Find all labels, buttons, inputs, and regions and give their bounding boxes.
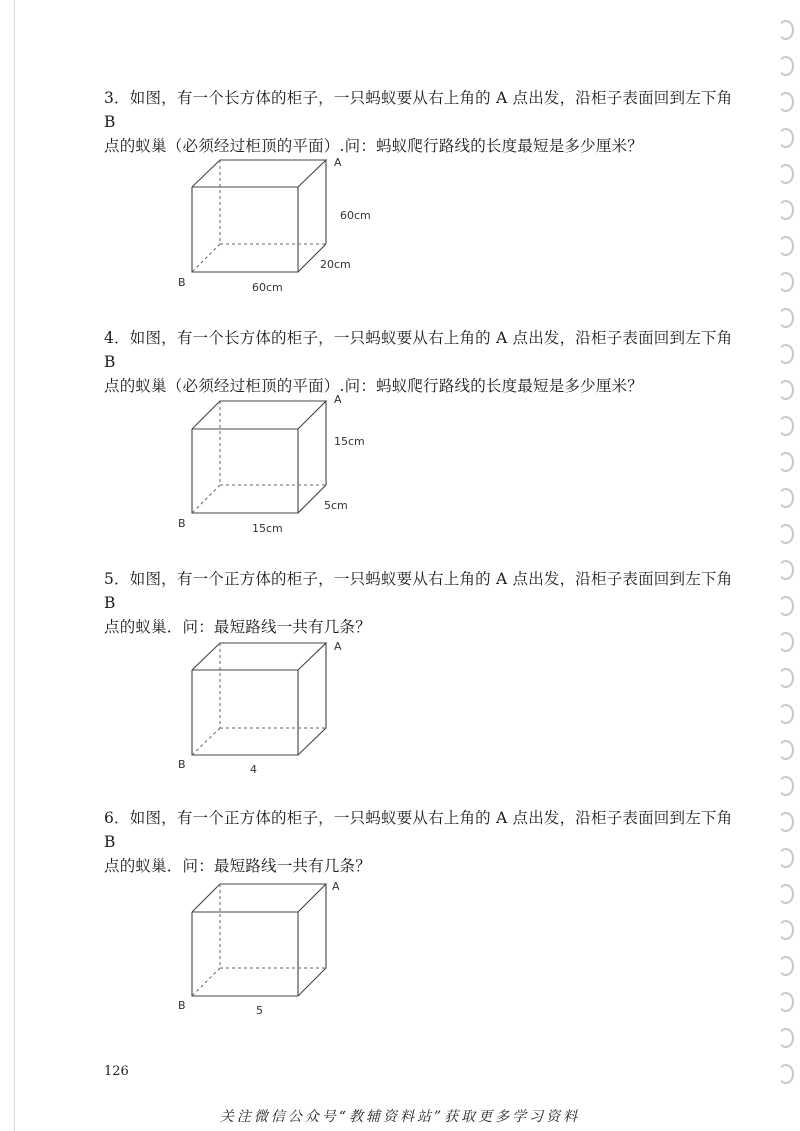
- question-4-line-1: 4．如图，有一个长方体的柜子，一只蚂蚁要从右上角的 A 点出发，沿柜子表面回到左下角 B: [104, 329, 733, 371]
- question-5-line-2: 点的蚁巢．问：最短路线一共有几条？: [104, 618, 371, 636]
- binding-ring: [778, 128, 794, 148]
- binding-ring: [778, 416, 794, 436]
- hidden-depth-edge: [192, 244, 220, 272]
- binding-ring: [778, 524, 794, 544]
- binding-ring: [778, 20, 794, 40]
- question-3-line-1: 3．如图，有一个长方体的柜子，一只蚂蚁要从右上角的 A 点出发，沿柜子表面回到左下角 B: [104, 89, 733, 131]
- vertex-b-label: B: [178, 999, 186, 1012]
- top-face: [192, 884, 326, 912]
- binding-ring: [778, 236, 794, 256]
- binding-ring: [778, 1064, 794, 1084]
- binding-ring: [778, 56, 794, 76]
- binding-ring: [778, 992, 794, 1012]
- binding-ring: [778, 704, 794, 724]
- binding-ring: [778, 668, 794, 688]
- vertex-b-label: B: [178, 517, 186, 530]
- footer-promo-text: 关注微信公众号“教辅资料站”获取更多学习资料: [219, 1109, 581, 1125]
- binding-ring: [778, 884, 794, 904]
- cube-figure-6: [170, 876, 390, 1026]
- question-5: [104, 567, 744, 639]
- page-number: 126: [104, 1064, 129, 1079]
- width-label: 4: [250, 763, 257, 776]
- cuboid-figure-4: [170, 393, 390, 543]
- binding-ring: [778, 344, 794, 364]
- hidden-depth-edge: [192, 728, 220, 755]
- binding-ring: [778, 488, 794, 508]
- depth-label: 5cm: [324, 499, 348, 512]
- question-6-line-2: 点的蚁巢．问：最短路线一共有几条？: [104, 857, 371, 875]
- right-bottom-edge: [298, 728, 326, 755]
- question-3-line-2: 点的蚁巢（必须经过柜顶的平面）.问：蚂蚁爬行路线的长度最短是多少厘米？: [104, 137, 643, 155]
- question-3: [104, 86, 744, 158]
- question-5-line-1: 5．如图，有一个正方体的柜子，一只蚂蚁要从右上角的 A 点出发，沿柜子表面回到左下角 B: [104, 570, 733, 612]
- question-4: [104, 326, 744, 398]
- hidden-depth-edge: [192, 968, 220, 996]
- binding-ring: [778, 956, 794, 976]
- question-6: [104, 806, 744, 878]
- top-face: [192, 401, 326, 429]
- page-edge: [14, 0, 15, 1131]
- binding-ring: [778, 920, 794, 940]
- cuboid-figure-3: [170, 152, 390, 302]
- binding-ring: [778, 1028, 794, 1048]
- binding-ring: [778, 92, 794, 112]
- binding-ring: [778, 164, 794, 184]
- cube-figure-5: [170, 634, 390, 784]
- front-face: [192, 670, 298, 755]
- binding-ring: [778, 272, 794, 292]
- spiral-binding: [776, 20, 796, 1100]
- height-label: 15cm: [334, 435, 365, 448]
- width-label: 60cm: [252, 281, 283, 294]
- question-4-line-2: 点的蚁巢（必须经过柜顶的平面）.问：蚂蚁爬行路线的长度最短是多少厘米？: [104, 377, 643, 395]
- top-face: [192, 643, 326, 670]
- vertex-b-label: B: [178, 276, 186, 289]
- binding-ring: [778, 596, 794, 616]
- vertex-b-label: B: [178, 758, 186, 771]
- binding-ring: [778, 560, 794, 580]
- front-face: [192, 912, 298, 996]
- binding-ring: [778, 200, 794, 220]
- vertex-a-label: A: [332, 880, 340, 893]
- question-6-line-1: 6．如图，有一个正方体的柜子，一只蚂蚁要从右上角的 A 点出发，沿柜子表面回到左下角 B: [104, 809, 733, 851]
- width-label: 15cm: [252, 522, 283, 535]
- binding-ring: [778, 452, 794, 472]
- binding-ring: [778, 740, 794, 760]
- binding-ring: [778, 812, 794, 832]
- binding-ring: [778, 848, 794, 868]
- right-bottom-edge: [298, 968, 326, 996]
- width-label: 5: [256, 1004, 263, 1017]
- front-face: [192, 429, 298, 513]
- hidden-depth-edge: [192, 485, 220, 513]
- vertex-a-label: A: [334, 156, 342, 169]
- binding-ring: [778, 776, 794, 796]
- front-face: [192, 187, 298, 272]
- top-face: [192, 160, 326, 187]
- binding-ring: [778, 632, 794, 652]
- vertex-a-label: A: [334, 640, 342, 653]
- vertex-a-label: A: [334, 393, 342, 406]
- height-label: 60cm: [340, 209, 371, 222]
- depth-label: 20cm: [320, 258, 351, 271]
- binding-ring: [778, 380, 794, 400]
- binding-ring: [778, 308, 794, 328]
- right-bottom-edge: [298, 485, 326, 513]
